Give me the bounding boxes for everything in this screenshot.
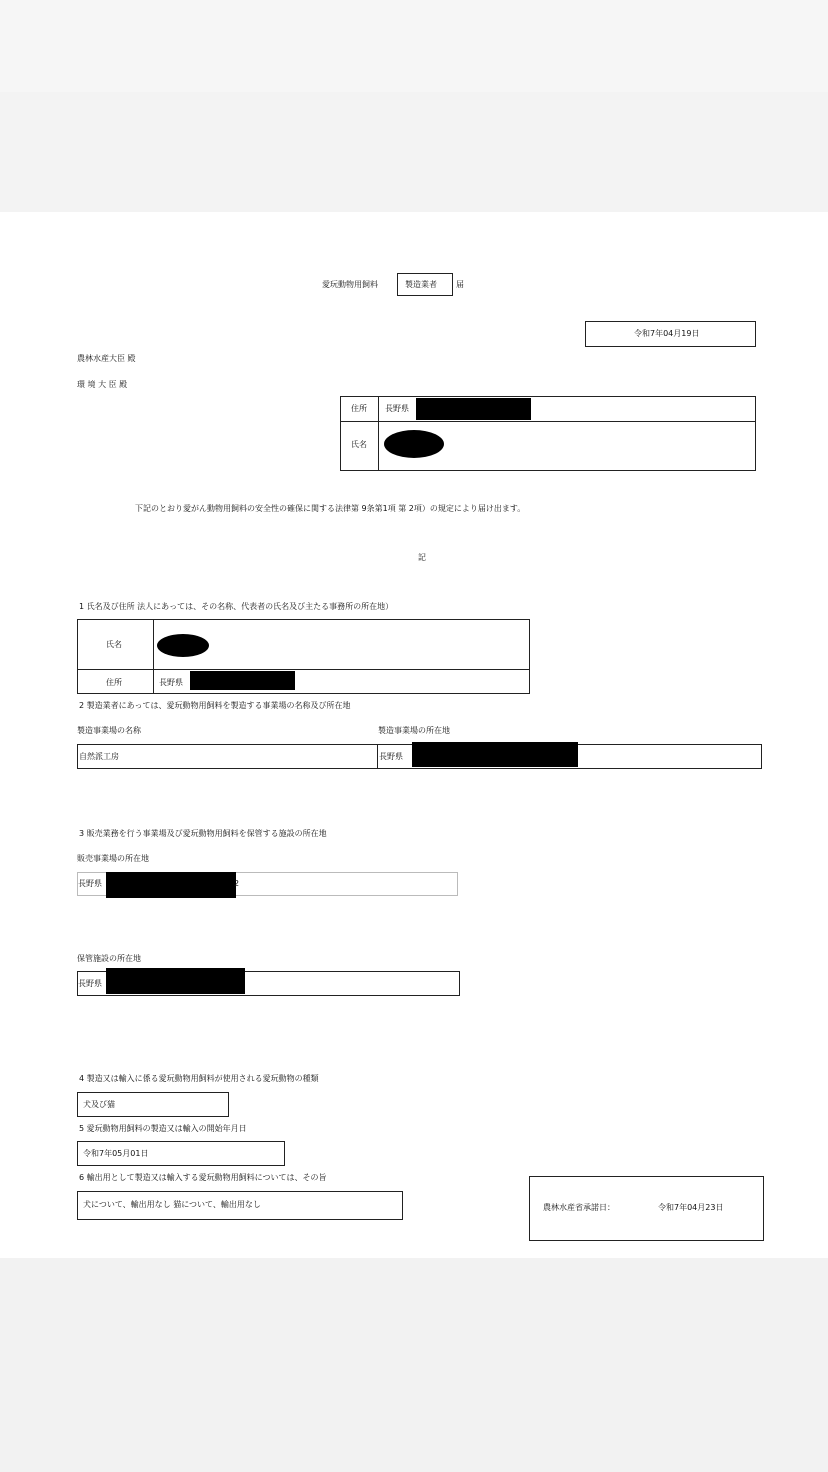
redaction-section3-storage — [106, 968, 245, 994]
approval-date: 令和7年04月23日 — [658, 1203, 724, 1212]
submission-date: 令和7年04月19日 — [634, 329, 700, 338]
section1-address-value: 長野県 — [159, 678, 183, 687]
approval-label: 農林水産省承諾日： — [543, 1203, 615, 1212]
section2-col1-label: 製造事業場の名称 — [77, 726, 141, 735]
top-margin — [0, 0, 828, 92]
title-prefix: 愛玩動物用飼料 — [322, 280, 378, 289]
section5-value: 令和7年05月01日 — [83, 1149, 149, 1158]
section2-col-divider — [377, 744, 378, 769]
section6-value: 犬について、輸出用なし 猫について、輸出用なし — [83, 1200, 261, 1209]
section1-table — [77, 619, 530, 694]
bottom-margin — [0, 1258, 828, 1472]
section3-storage-label: 保管施設の所在地 — [77, 954, 141, 963]
title-suffix: 届 — [456, 280, 464, 289]
redaction-section1-address — [190, 671, 295, 690]
section4-heading: 4 製造又は輸入に係る愛玩動物用飼料が使用される愛玩動物の種類 — [79, 1074, 319, 1083]
section2-heading: 2 製造業者にあっては、愛玩動物用飼料を製造する事業場の名称及び所在地 — [79, 701, 351, 710]
section3-heading: 3 販売業務を行う事業場及び愛玩動物用飼料を保管する施設の所在地 — [79, 829, 327, 838]
redaction-section3-sales — [106, 872, 236, 898]
section2-address-value: 長野県 — [379, 752, 403, 761]
section2-col2-label: 製造事業場の所在地 — [378, 726, 450, 735]
section5-heading: 5 愛玩動物用飼料の製造又は輸入の開始年月日 — [79, 1124, 247, 1133]
applicant-col-divider — [378, 396, 379, 471]
section3-sales-value: 長野県 — [78, 879, 102, 888]
applicant-divider — [340, 421, 756, 422]
section1-heading: 1 氏名及び住所 法人にあっては、その名称、代表者の氏名及び主たる事務所の所在地） — [79, 602, 394, 611]
intro-sentence: 下記のとおり愛がん動物用飼料の安全性の確保に関する法律第 9条第1項 第 2項）の規定により届け出ます。 — [135, 504, 526, 513]
redaction-applicant-address — [416, 398, 531, 420]
section3-storage-value: 長野県 — [78, 979, 102, 988]
applicant-address-value: 長野県 — [385, 404, 409, 413]
ki-marker: 記 — [418, 553, 426, 562]
section4-value: 犬及び猫 — [83, 1100, 115, 1109]
redaction-section1-name — [157, 634, 209, 657]
addressee-env: 環 境 大 臣 殿 — [77, 380, 128, 389]
top-margin-secondary — [0, 92, 828, 212]
section1-row-divider — [77, 669, 530, 670]
section1-name-label: 氏名 — [106, 640, 122, 649]
redaction-applicant-name — [384, 430, 444, 458]
section1-col-divider — [153, 619, 154, 694]
addressee-maff: 農林水産大臣 殿 — [77, 354, 136, 363]
section1-address-label: 住所 — [106, 678, 122, 687]
section6-heading: 6 輸出用として製造又は輸入する愛玩動物用飼料については、その旨 — [79, 1173, 327, 1182]
applicant-name-label: 氏名 — [351, 440, 367, 449]
title-boxed: 製造業者 — [405, 280, 437, 289]
redaction-section2-address — [412, 742, 578, 767]
section2-name-value: 自然派工房 — [79, 752, 119, 761]
applicant-address-label: 住所 — [351, 404, 367, 413]
section3-sales-label: 販売事業場の所在地 — [77, 854, 149, 863]
section3-sales-tail: 2 — [234, 879, 240, 888]
